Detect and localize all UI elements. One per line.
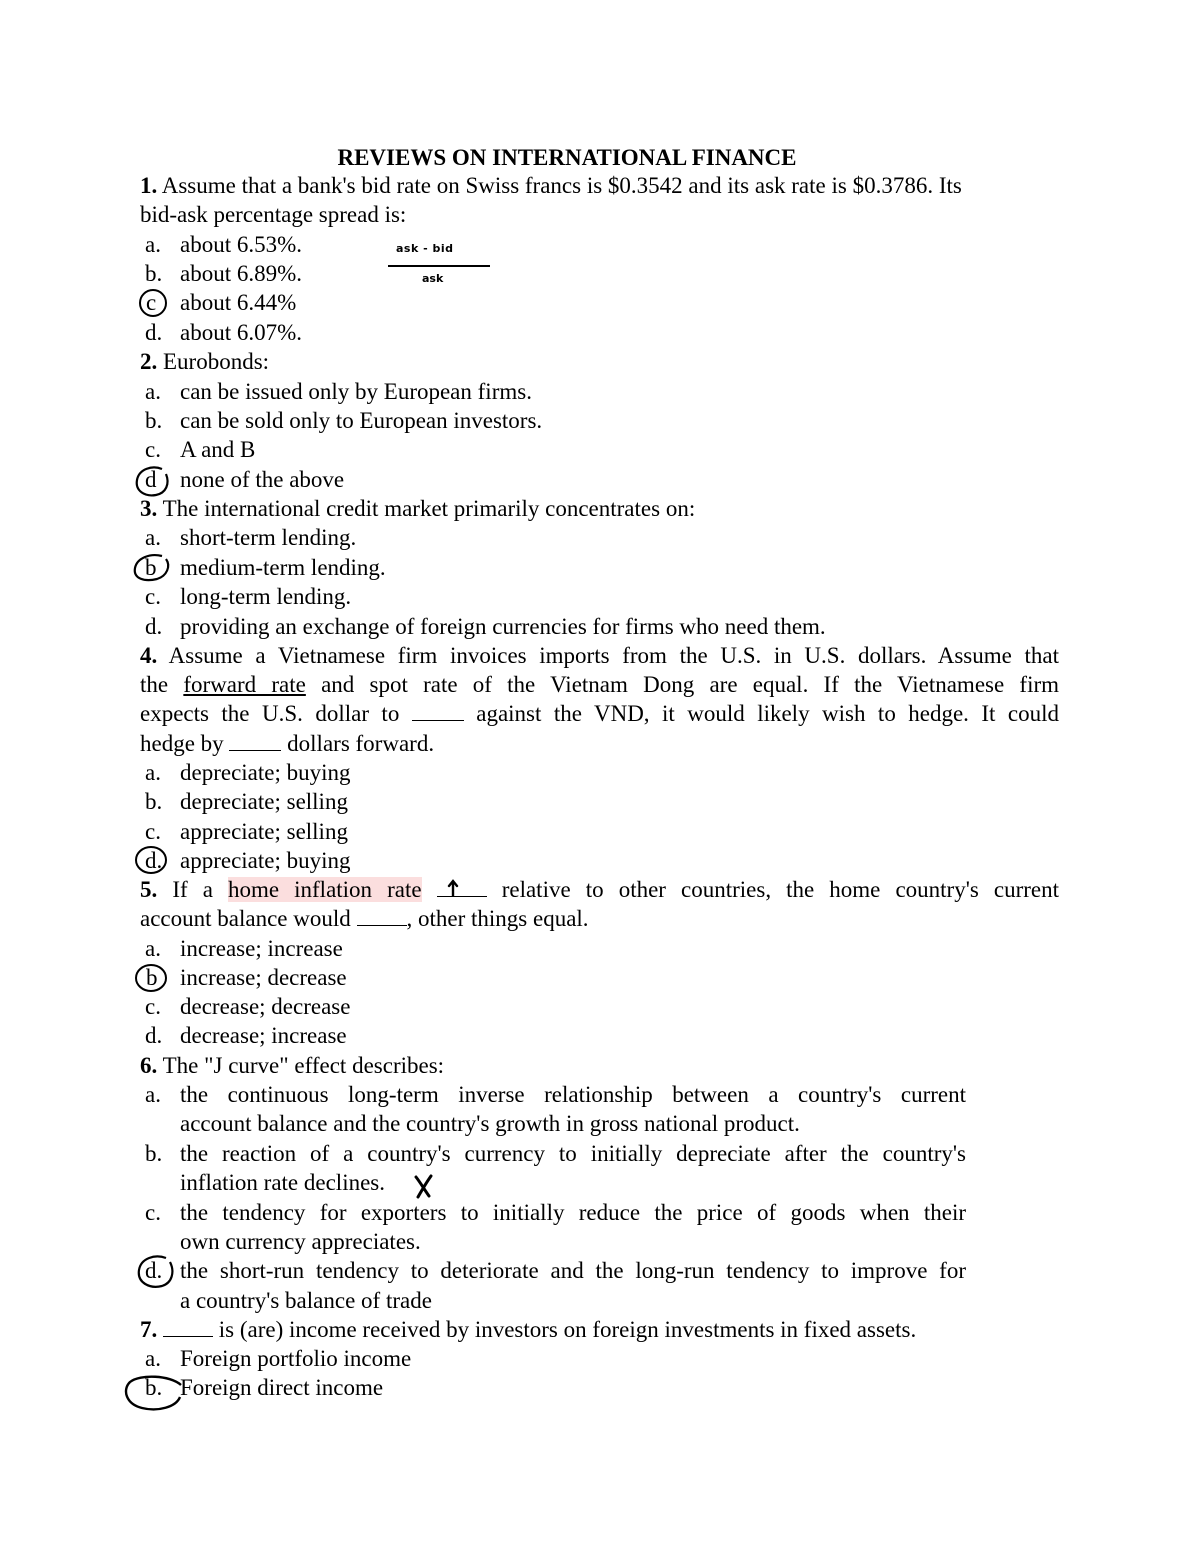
q7-option-a-letter: a. [145, 1346, 161, 1371]
q2-option-b-letter: b. [145, 408, 163, 433]
q7-option-a-text: Foreign portfolio income [180, 1346, 412, 1371]
q4-option-b-letter: b. [145, 789, 163, 814]
q1-option-b-text: about 6.89%. [180, 261, 303, 286]
q5-option-c-letter: c. [145, 994, 161, 1019]
question-4-text-2b: and spot rate of the Vietnam Dong are equal. If the Vietnamese firm [321, 672, 1060, 697]
q1-option-c-text: about 6.44% [180, 290, 297, 315]
answer-blank-with-up-arrow [437, 878, 487, 897]
q6-option-c-letter: c. [145, 1200, 161, 1225]
question-4-line-1 [140, 642, 1059, 670]
q4-option-d-text: appreciate; buying [180, 848, 351, 873]
q1-option-d-text: about 6.07%. [180, 320, 303, 345]
question-7-line-1 [140, 1316, 916, 1344]
handwritten-up-arrow-icon [447, 879, 459, 897]
q1-option-a-text: about 6.53%. [180, 232, 303, 257]
q5-option-d-letter: d. [145, 1023, 163, 1048]
q4-option-a-text: depreciate; buying [180, 760, 351, 785]
q6-option-c-text-2: own currency appreciates. [180, 1229, 421, 1254]
q7-option-b-letter: b. [145, 1375, 163, 1400]
q5-option-a-letter: a. [145, 936, 161, 961]
q4-option-b-text: depreciate; selling [180, 789, 348, 814]
formula-denominator: ask [422, 272, 444, 285]
question-1-text: Assume that a bank's bid rate on Swiss francs is $0.3542 and its ask rate is $0.3786. Its [161, 173, 962, 198]
question-5-text-2a: account balance would [140, 906, 351, 931]
formula-numerator: ask - bid [396, 242, 454, 255]
question-4-text-1: Assume a Vietnamese firm invoices imports from the U.S. in U.S. dollars. Assume that [168, 643, 1059, 668]
q6-option-d-text-1: the short-run tendency to deteriorate and the long-run tendency to improve for [180, 1258, 966, 1283]
question-1-number: 1. [140, 173, 158, 198]
formula-fraction-bar [388, 265, 490, 267]
question-5-line-1 [140, 876, 1059, 904]
question-3-text: The international credit market primarily concentrates on: [162, 496, 696, 521]
q7-option-b-text: Foreign direct income [180, 1375, 384, 1400]
q6-option-c-text-1: the tendency for exporters to initially reduce the price of goods when their [180, 1200, 966, 1225]
question-5-text-2b: , other things equal. [406, 906, 589, 931]
q6-option-a-text-1: the continuous long-term inverse relationship between a country's current [180, 1082, 966, 1107]
page-title: REVIEWS ON INTERNATIONAL FINANCE [337, 145, 797, 170]
q5-option-b-letter: b [146, 965, 158, 990]
question-5-line-2 [140, 905, 589, 933]
question-4-line-3 [140, 700, 1059, 728]
q6-wrong-x-mark-icon [416, 1176, 431, 1197]
question-6-line-1 [140, 1052, 444, 1080]
q6-option-b-letter: b. [145, 1141, 163, 1166]
handwritten-formula-annotation [388, 240, 492, 292]
q5-option-d-text: decrease; increase [180, 1023, 347, 1048]
q4-option-a-letter: a. [145, 760, 161, 785]
q5-option-b-text: increase; decrease [180, 965, 347, 990]
highlighted-home-inflation-rate: home inflation rate [227, 877, 422, 902]
question-6-text: The "J curve" effect describes: [162, 1053, 445, 1078]
q3-option-a-text: short-term lending. [180, 525, 357, 550]
q5-option-c-text: decrease; decrease [180, 994, 351, 1019]
q4-option-c-letter: c. [145, 819, 161, 844]
question-1-line-2: bid-ask percentage spread is: [140, 202, 407, 227]
question-2-line-1 [140, 348, 269, 376]
q6-option-a-text-2: account balance and the country's growth in gross national product. [180, 1111, 800, 1136]
answer-blank [357, 907, 407, 926]
question-2-number: 2. [140, 349, 158, 374]
q3-option-c-letter: c. [145, 584, 161, 609]
q6-option-d-letter: d. [145, 1258, 163, 1283]
q6-option-b-text-1: the reaction of a country's currency to initially depreciate after the country's [180, 1141, 966, 1166]
question-4-number: 4. [140, 643, 158, 668]
q3-option-b-text: medium-term lending. [180, 555, 386, 580]
q2-option-d-letter: d [145, 467, 157, 492]
q2-option-a-text: can be issued only by European firms. [180, 379, 532, 404]
q2-option-b-text: can be sold only to European investors. [180, 408, 543, 433]
q6-option-a-letter: a. [145, 1082, 161, 1107]
question-5-text-1a: If a [172, 877, 213, 902]
question-4-text-4a: hedge by [140, 731, 224, 756]
q3-option-d-letter: d. [145, 614, 163, 639]
question-2-text: Eurobonds: [163, 349, 270, 374]
q3-option-c-text: long-term lending. [180, 584, 352, 609]
question-1-line-1 [140, 172, 962, 200]
q1-option-b-letter: b. [145, 261, 163, 286]
q6-option-d-text-2: a country's balance of trade [180, 1288, 432, 1313]
q2-option-a-letter: a. [145, 379, 161, 404]
q6-option-b-text-2: inflation rate declines. [180, 1170, 386, 1195]
q2-option-c-text: A and B [180, 437, 256, 462]
answer-blank [163, 1318, 213, 1337]
question-5-number: 5. [140, 877, 158, 902]
q1-option-c-letter: c [146, 290, 157, 315]
q4-option-c-text: appreciate; selling [180, 819, 348, 844]
q4-option-d-letter: d. [145, 848, 163, 873]
q3-option-b-letter: b [145, 555, 157, 580]
q2-option-d-text: none of the above [180, 467, 345, 492]
q2-option-c-letter: c. [145, 437, 161, 462]
question-4-text-3a: expects the U.S. dollar to [140, 701, 400, 726]
question-3-number: 3. [140, 496, 158, 521]
question-6-number: 6. [140, 1053, 158, 1078]
question-7-text: is (are) income received by investors on foreign investments in fixed assets. [218, 1317, 917, 1342]
answer-blank [229, 732, 281, 751]
answer-blank [412, 702, 464, 721]
question-4-line-4 [140, 730, 434, 758]
q3-option-d-text: providing an exchange of foreign currencies for firms who need them. [180, 614, 826, 639]
q5-option-a-text: increase; increase [180, 936, 343, 961]
question-4-text-3b: against the VND, it would likely wish to hedge. It could [476, 701, 1059, 726]
q1-option-a-letter: a. [145, 232, 161, 257]
question-7-number: 7. [140, 1317, 158, 1342]
q3-option-a-letter: a. [145, 525, 161, 550]
forward-rate-underlined: forward rate [183, 672, 306, 697]
question-4-text-2a: the [140, 672, 169, 697]
question-4-line-2 [140, 671, 1059, 699]
q1-option-d-letter: d. [145, 320, 163, 345]
question-4-text-4b: dollars forward. [287, 731, 435, 756]
question-3-line-1 [140, 495, 695, 523]
question-5-text-1b: relative to other countries, the home country's current [501, 877, 1059, 902]
